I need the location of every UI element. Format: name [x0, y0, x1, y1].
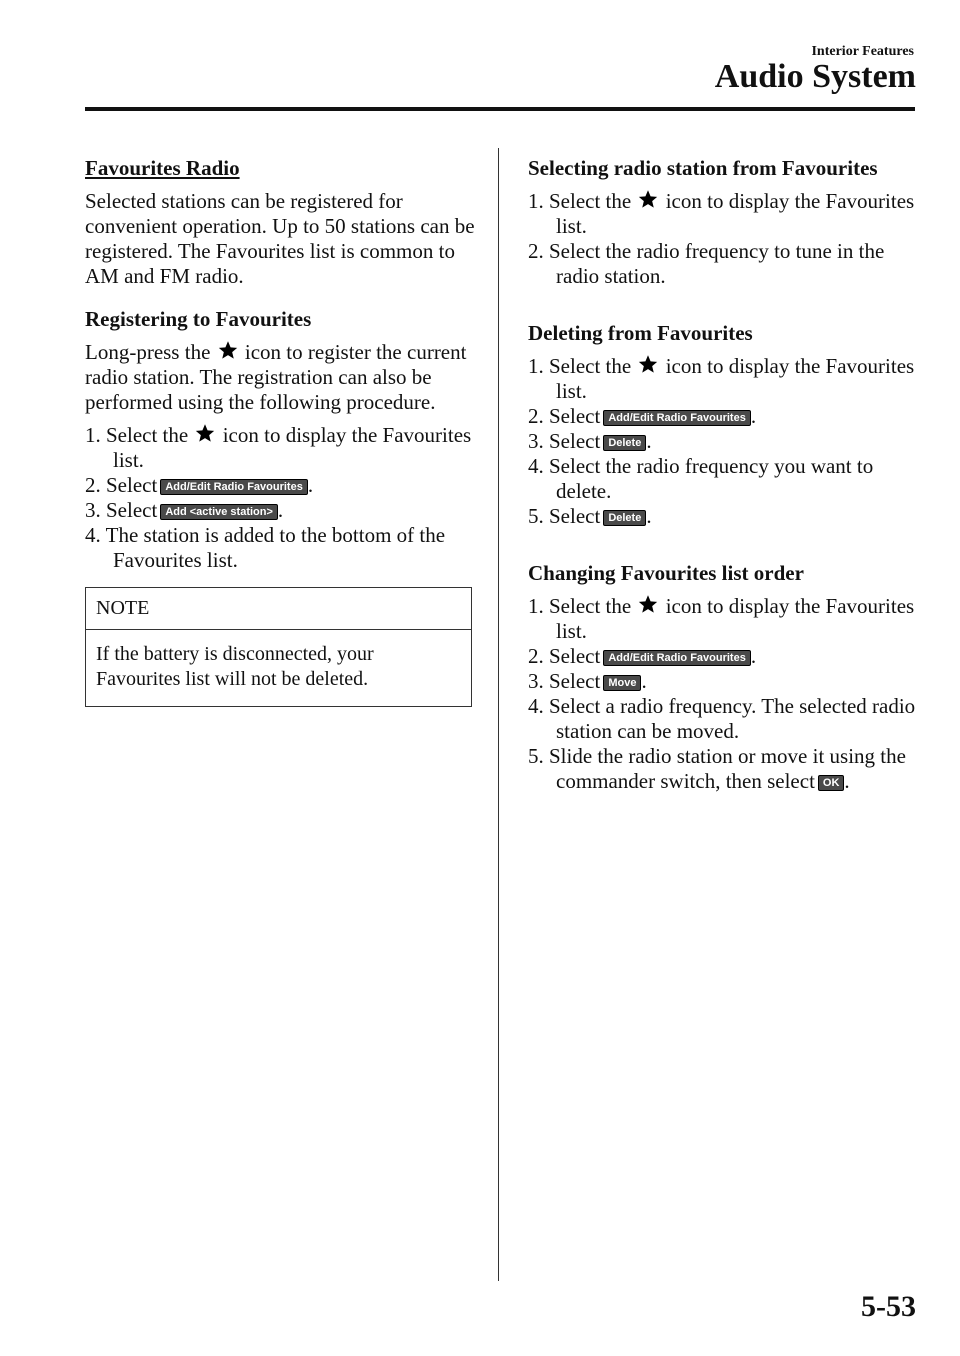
page-number: 5-53: [861, 1290, 916, 1323]
changing-order-heading: Changing Favourites list order: [528, 561, 804, 585]
star-icon: [218, 340, 238, 360]
selecting-steps: [528, 189, 923, 289]
list-item: 4. Select a radio frequency. The selected radio station can be moved.: [528, 694, 916, 743]
list-item: 3. Select Delete .: [528, 429, 652, 453]
page-title: Audio System: [714, 58, 916, 95]
favourites-radio-heading: Favourites Radio: [85, 156, 240, 180]
registering-post: icon to register the current radio station. The registration can also be performed using the following procedure.: [85, 340, 467, 414]
move-button: Move: [603, 675, 641, 691]
list-item: 2. Select Add/Edit Radio Favourites .: [528, 644, 757, 668]
registering-paragraph: [85, 340, 475, 415]
list-item: 5. Select Delete .: [528, 504, 652, 528]
list-item: 4. The station is added to the bottom of the Favourites list.: [85, 523, 446, 572]
column-divider: [498, 148, 499, 1281]
list-item: 3. Select Move .: [528, 669, 647, 693]
selecting-heading: Selecting radio station from Favourites: [528, 156, 878, 180]
left-column: [85, 156, 475, 707]
star-icon: [638, 189, 658, 209]
list-item: 1. Select the icon to display the Favourites list.: [528, 594, 915, 643]
add-edit-radio-favourites-button: Add/Edit Radio Favourites: [160, 479, 308, 495]
ok-button: OK: [818, 775, 845, 791]
delete-button: Delete: [603, 510, 646, 526]
delete-button: Delete: [603, 435, 646, 451]
list-item: 4. Select the radio frequency you want to delete.: [528, 454, 874, 503]
list-item: 5. Slide the radio station or move it using the commander switch, then select OK .: [528, 744, 906, 793]
right-column: [528, 156, 923, 794]
add-edit-radio-favourites-button: Add/Edit Radio Favourites: [603, 650, 751, 666]
header-rule: [85, 107, 915, 111]
add-active-station-button: Add <active station>: [160, 504, 278, 520]
note-title: NOTE: [86, 588, 471, 630]
list-item: 1. Select the icon to display the Favourites list.: [528, 189, 915, 238]
list-item: 1. Select the icon to display the Favourites list.: [85, 423, 472, 472]
list-item: 3. Select Add <active station> .: [85, 498, 284, 522]
changing-order-steps: [528, 594, 923, 794]
registering-pre: Long-press the: [85, 340, 211, 364]
note-box: [85, 587, 472, 707]
list-item: 2. Select the radio frequency to tune in the radio station.: [528, 239, 885, 288]
list-item: 1. Select the icon to display the Favourites list.: [528, 354, 915, 403]
add-edit-radio-favourites-button: Add/Edit Radio Favourites: [603, 410, 751, 426]
deleting-heading: Deleting from Favourites: [528, 321, 753, 345]
star-icon: [638, 354, 658, 374]
section-label: Interior Features: [811, 44, 914, 59]
intro-paragraph: Selected stations can be registered for convenient operation. Up to 50 stations can be registered. The Favourites list is common to AM and FM radio.: [85, 189, 475, 288]
list-item: 2. Select Add/Edit Radio Favourites .: [85, 473, 314, 497]
registering-heading: Registering to Favourites: [85, 307, 312, 331]
star-icon: [195, 423, 215, 443]
note-text: If the battery is disconnected, your Favourites list will not be deleted.: [96, 643, 374, 690]
deleting-steps: [528, 354, 923, 529]
star-icon: [638, 594, 658, 614]
list-item: 2. Select Add/Edit Radio Favourites .: [528, 404, 757, 428]
registering-steps: [85, 423, 475, 573]
